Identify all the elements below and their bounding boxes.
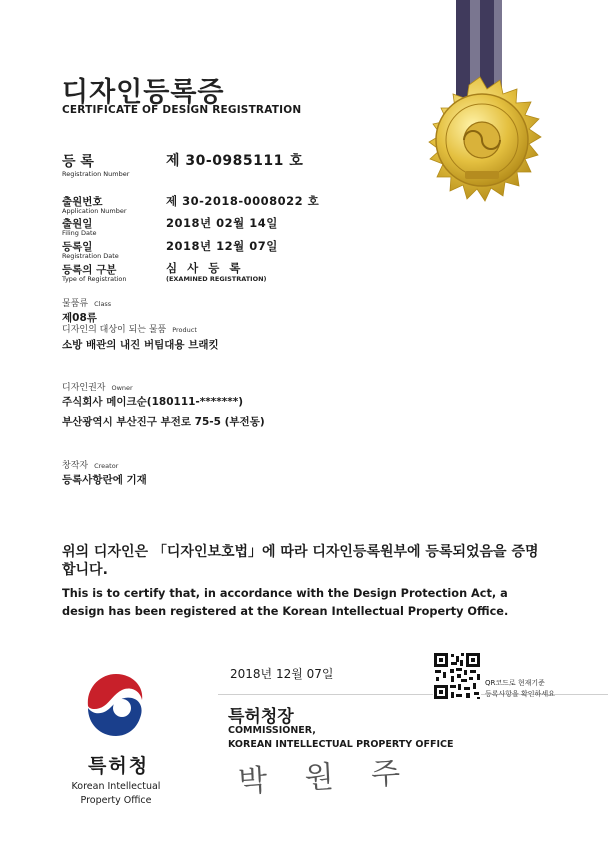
certificate-title: 디자인등록증 <box>62 77 225 108</box>
issuing-office-en: COMMISSIONER, KOREAN INTELLECTUAL PROPERTY OFFICE <box>228 725 454 750</box>
owner-address: 부산광역시 부산진구 부전로 75-5 (부전동) <box>62 416 265 428</box>
kipo-logo-icon <box>80 668 152 740</box>
kipo-name: 특허청 <box>88 755 150 777</box>
signature: 박 원 주 <box>237 755 415 800</box>
creator-label: 창작자 Creator <box>62 461 119 471</box>
filing-date-label-en: Filing Date <box>62 229 97 237</box>
application-label: 출원번호 <box>62 196 103 208</box>
certification-statement-ko: 위의 디자인은 「디자인보호법」에 따라 디자인등록원부에 등록되었음을 증명합니다. <box>62 544 539 578</box>
registration-type-en: (EXAMINED REGISTRATION) <box>166 275 267 283</box>
registration-number: 제 30-0985111 호 <box>166 153 304 169</box>
owner-label: 디자인권자 Owner <box>62 383 133 393</box>
registration-label-en: Registration Number <box>62 170 130 178</box>
kipo-name-en: Korean Intellectual Property Office <box>71 781 161 806</box>
product-value: 소방 배관의 내진 버팀대용 브래킷 <box>62 339 219 351</box>
registration-type: 심 사 등 록 <box>166 261 244 275</box>
registration-date-label-en: Registration Date <box>62 252 119 260</box>
certificate-title-en: CERTIFICATE OF DESIGN REGISTRATION <box>62 104 302 116</box>
registration-label: 등 록 <box>62 154 94 170</box>
registration-type-label-en: Type of Registration <box>62 275 127 283</box>
gold-seal-icon <box>405 75 555 225</box>
application-label-en: Application Number <box>62 207 127 215</box>
class-label: 물품류 Class <box>62 299 112 309</box>
registration-date-label: 등록일 <box>62 241 93 253</box>
issuing-office: 특허청장 <box>228 707 294 727</box>
product-label: 디자인의 대상이 되는 물품 Product <box>62 325 197 335</box>
filing-date: 2018년 02월 14일 <box>166 216 278 230</box>
application-number: 제 30-2018-0008022 호 <box>166 194 320 208</box>
qr-code-icon[interactable] <box>433 652 481 700</box>
registration-date: 2018년 12월 07일 <box>166 239 278 253</box>
issue-date: 2018년 12월 07일 <box>230 667 334 681</box>
registration-type-label: 등록의 구분 <box>62 264 117 276</box>
owner-name: 주식회사 메이크순(180111-*******) <box>62 396 244 408</box>
class-value: 제08류 <box>62 312 97 324</box>
creator-value: 등록사항란에 기재 <box>62 474 147 486</box>
qr-instruction: QR코드로 현재기준 등록사항을 확인하세요 <box>485 679 555 698</box>
filing-date-label: 출원일 <box>62 218 93 230</box>
certification-statement-en: This is to certify that, in accordance with the Design Protection Act, a design has been registered at the Korean Intellectual Property Office. <box>62 587 509 618</box>
